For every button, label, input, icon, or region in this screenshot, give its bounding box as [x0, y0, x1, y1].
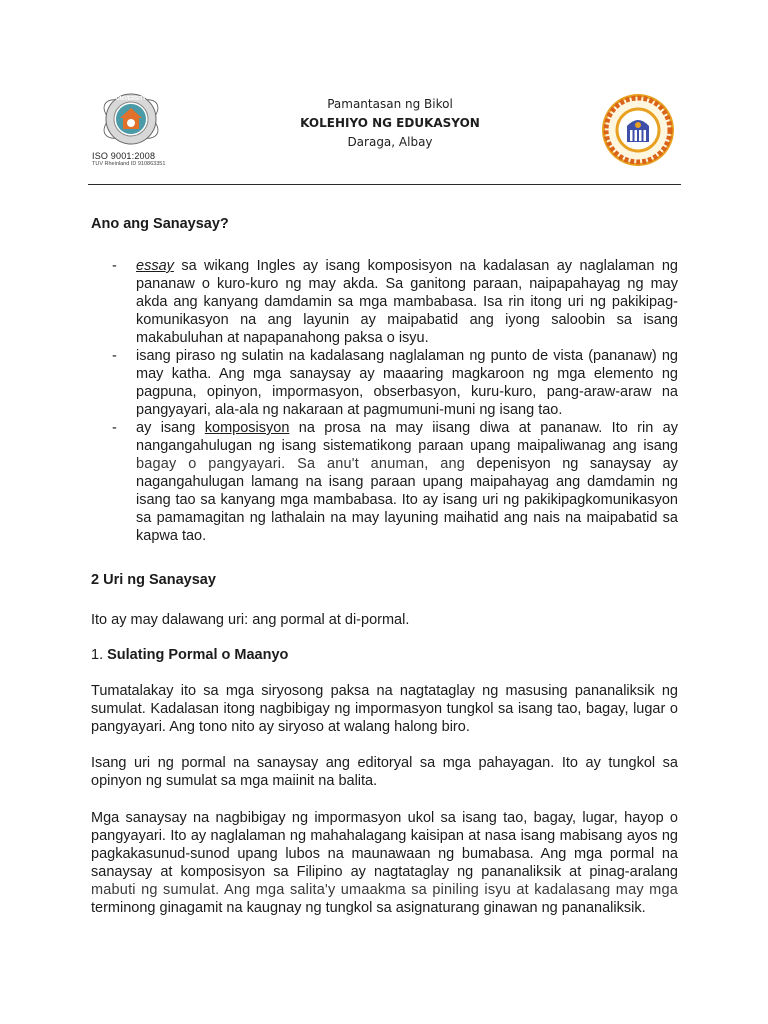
definition-list — [91, 257, 678, 545]
types-intro: Ito ay may dalawang uri: ang pormal at di-pormal. — [91, 612, 410, 628]
header-divider — [88, 184, 681, 185]
location: Daraga, Albay — [347, 135, 433, 149]
college-name: KOLEHIYO NG EDUKASYON — [300, 116, 480, 130]
komposisyon-term: komposisyon — [204, 420, 290, 436]
university-name: Pamantasan ng Bikol — [327, 97, 453, 111]
section-title-ano-ang-sanaysay: Ano ang Sanaysay? — [91, 216, 229, 232]
definition-item — [91, 347, 678, 419]
bullet-dash: - — [112, 348, 117, 364]
document-body — [91, 215, 679, 916]
paragraph: Mga sanaysay na nagbibigay ng impormasyon ukol sa isang tao, bagay, lugar, hayop o pangyayari. Ito ay naglalaman ng mahahalagang kaisipan at nasa isang mabisang ayos ng pagkakasunud-sunod upang lubos na maunawaan ng bumabasa. Ang mga pormal na sanaysay at komposisyon sa Filipino ay nagtataglay ng pananaliksik at pinag-aralang mabuti ng sumulat. Ang mga salita'y umaakma sa piniling isyu at kadalasang may mga terminong ginagamit na kaugnay ng tungkol sa asignaturang ginawan ng pananaliksik. — [91, 810, 678, 916]
subsection-title: Sulating Pormal o Maanyo — [107, 647, 289, 663]
bicol-university-logo — [90, 88, 170, 168]
letterhead — [90, 88, 710, 178]
subsection-heading — [91, 646, 288, 664]
bullet-dash: - — [112, 420, 117, 436]
paragraph: Isang uri ng pormal na sanaysay ang editoryal sa mga pahayagan. Ito ay tungkol sa opinyon ng sumulat sa mga maiinit na balita. — [91, 755, 678, 789]
paragraph: Tumatalakay ito sa mga siryosong paksa na nagtataglay ng masusing pananaliksik ng sumulat. Kadalasan itong nagbibigay ng impormasyon tungkol sa isang tao, bagay, lugar o pangyayari. Ang tono nito ay siryoso at walang halong biro. — [91, 683, 678, 735]
definition-item — [91, 257, 678, 347]
definition-item — [91, 419, 678, 545]
bullet-dash: - — [112, 258, 117, 274]
definition-text: essay sa wikang Ingles ay isang komposisyon na kadalasan ay naglalaman ng pananaw o kuro-kuro ng may akda. Sa ganitong paraan, naipapahayag ng may akda ang kanyang damdamin sa mga mambabasa. Isa rin itong uri ng pakikipag-komunikasyon na ang layunin ay maipabatid ang iyong saloobin sa isang makabuluhan at napapanahong paksa o isyu. — [136, 258, 678, 346]
subsection-number: 1. — [91, 647, 104, 663]
college-of-education-logo — [600, 92, 676, 168]
iso-certification-label: ISO 9001:2008 — [92, 151, 156, 161]
institution-heading — [270, 95, 510, 152]
tuv-id-label: TUV Rheinland ID 910863351 — [92, 161, 166, 167]
bicol-university-seal-icon — [100, 88, 162, 150]
definition-text: isang piraso ng sulatin na kadalasang naglalaman ng punto de vista (pananaw) ng may katha. Ang mga sanaysay ay maaaring magkaroon ng mga elemento ng pagpuna, opinyon, impormasyon, obserbasyon, kuru-kuro, pang-araw-araw na pangyayari, ala-ala ng nakaraan at pagmumuni-muni ng isang tao. — [136, 348, 678, 418]
section-title-uri-ng-sanaysay: 2 Uri ng Sanaysay — [91, 572, 216, 588]
essay-term: essay — [136, 258, 174, 274]
definition-text: ay isang komposisyon na prosa na may iisang diwa at pananaw. Ito rin ay nangangahulugan ng isang sistematikong paraan upang maipaliwanag ang isang bagay o pangyayari. Sa anu't anuman, ang depenisyon ng sanaysay ay nagangahulugan lamang na isang paraan upang maipahayag ang damdamin ng isang tao sa kanyang mga mambabasa. Ito ay isang uri ng pakikipagkomunikasyon sa pamamagitan ng lathalain na may layuning maihatid ang nais na maipabatid sa kapwa tao. — [136, 420, 679, 544]
svg-text:UNIVERSITY: UNIVERSITY — [115, 96, 147, 102]
college-of-education-seal-icon — [600, 92, 676, 168]
